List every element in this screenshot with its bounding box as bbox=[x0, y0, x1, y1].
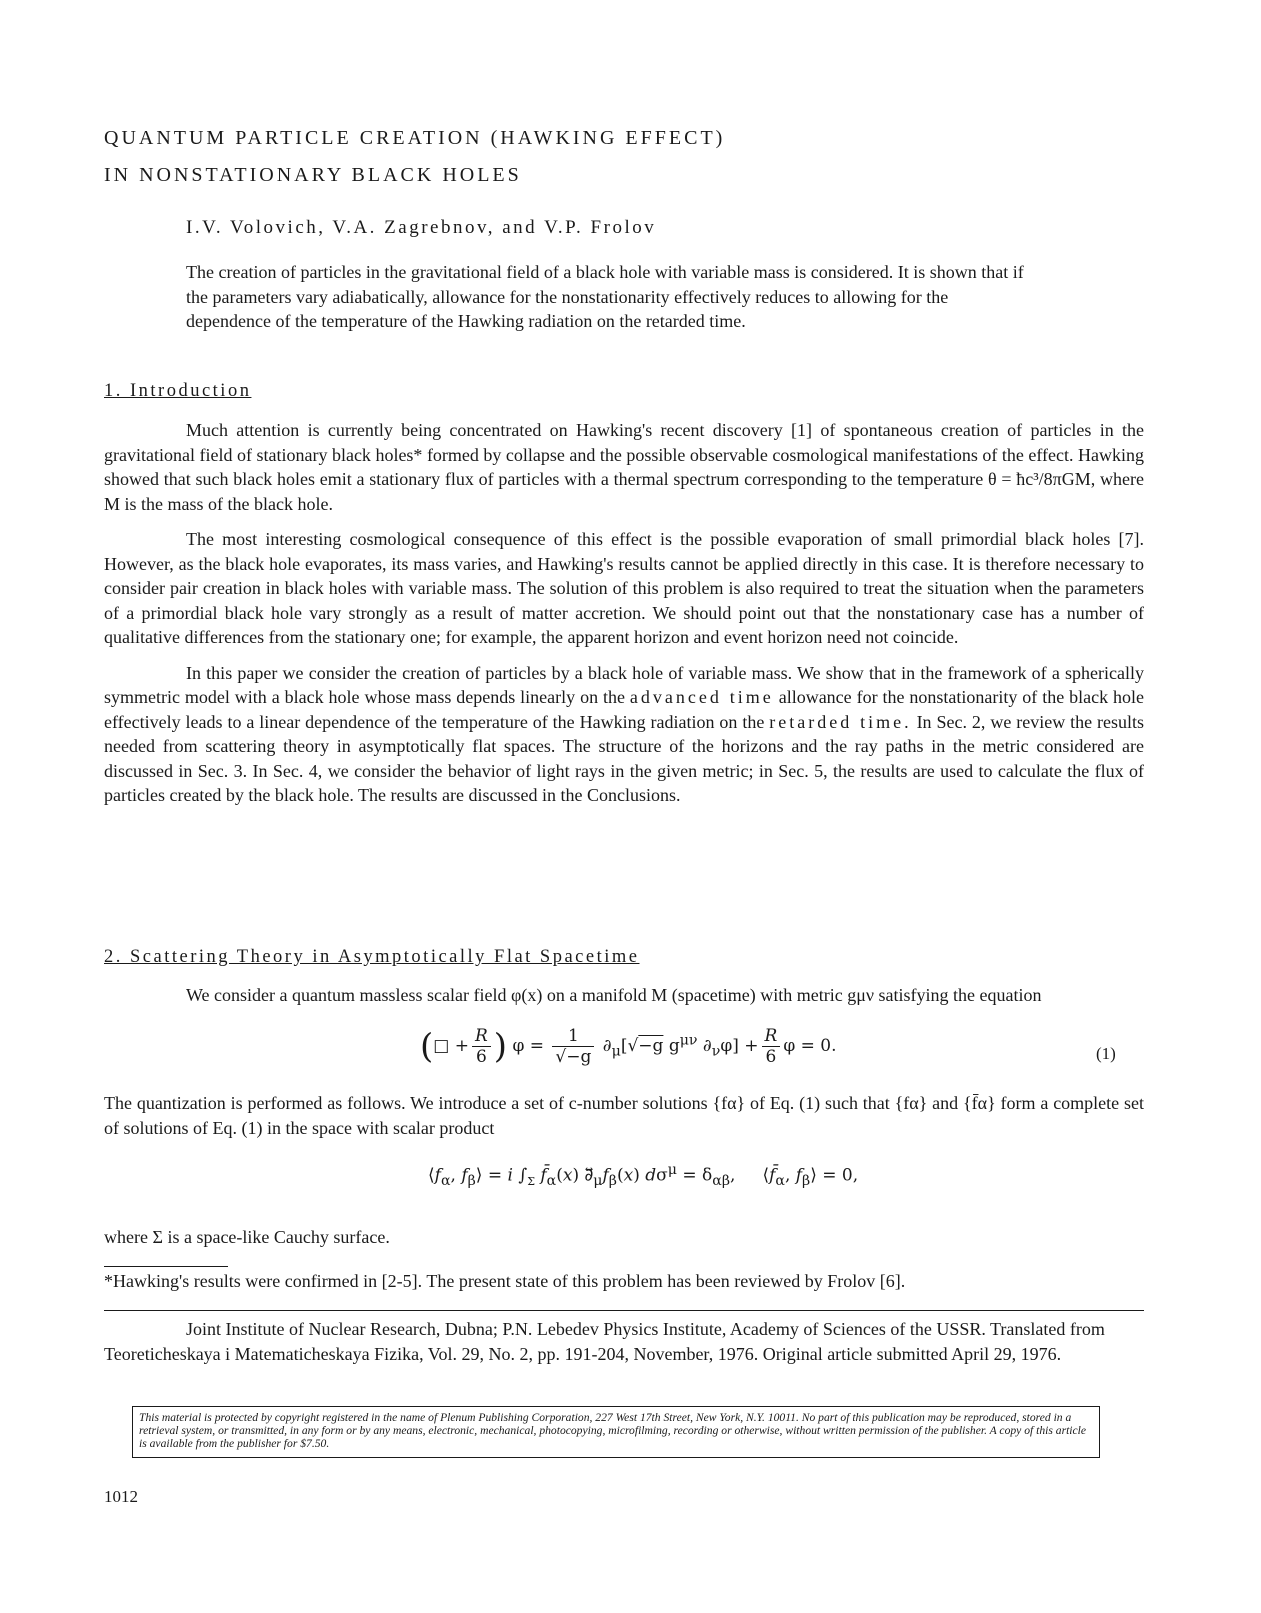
affiliation-rule bbox=[104, 1310, 1144, 1311]
title-line-1: QUANTUM PARTICLE CREATION (HAWKING EFFECT) bbox=[104, 127, 726, 149]
footnote: *Hawking's results were confirmed in [2-5]. The present state of this problem has been reviewed by Frolov [6]. bbox=[104, 1271, 906, 1291]
section-2-paragraph-3 bbox=[104, 1225, 1144, 1250]
intro-p3-part-c: In Sec. 2, we review the results needed from scattering theory in asymptotically flat spaces. The structure of the horizons and the ray paths in the metric considered are discussed in Sec. 3. In Sec. 4, we consider the behavior of light rays in the given metric; in Sec. 5, the results are used to calculate the flux of particles created by the black hole. The results are discussed in the Conclusions. bbox=[104, 711, 1145, 805]
intro-paragraph-3 bbox=[104, 661, 1144, 808]
section-1-body bbox=[104, 418, 1144, 808]
authors: I.V. Volovich, V.A. Zagrebnov, and V.P. Frolov bbox=[186, 217, 657, 238]
abstract: The creation of particles in the gravitational field of a black hole with variable mass is considered. It is shown that if the parameters vary adiabatically, allowance for the nonstationarity effectively reduces to allowing for the dependence of the temperature of the Hawking radiation on the retarded time. bbox=[186, 262, 1024, 331]
intro-p3-spaced-retarded-time: retarded time. bbox=[769, 711, 912, 732]
intro-p3-part-b: allowance for the nonstationarity of the black hole effectively leads to a linear dependence of the temperature of the Hawking radiation on the bbox=[104, 687, 1145, 732]
scattering-paragraph-2: The quantization is performed as follows. We introduce a set of c-number solutions {fα} of Eq. (1) such that {fα} and {f̄α} form a complete set of solutions of Eq. (1) in the space with scalar product bbox=[104, 1093, 1144, 1138]
section-2-paragraph-2 bbox=[104, 1091, 1144, 1140]
affiliation-text: Joint Institute of Nuclear Research, Dubna; P.N. Lebedev Physics Institute, Academy of Sciences of the USSR. Translated from Teoreticheskaya i Matematicheskaya Fizika, Vol. 29, No. 2, pp. 191-204, November, 1976. Original article submitted April 29, 1976. bbox=[104, 1319, 1105, 1364]
page-number: 1012 bbox=[104, 1487, 138, 1506]
title-line-2: IN NONSTATIONARY BLACK HOLES bbox=[104, 164, 522, 186]
affiliation bbox=[104, 1317, 1134, 1366]
footnote-rule bbox=[104, 1266, 228, 1267]
section-2-paragraph-1 bbox=[104, 983, 1144, 1008]
section-1-heading: 1. Introduction bbox=[104, 381, 252, 401]
section-2-heading: 2. Scattering Theory in Asymptotically Flat Spacetime bbox=[104, 947, 640, 967]
intro-p3-part-a: In this paper we consider the creation of particles by a black hole of variable mass. We show that in the framework of a spherically symmetric model with a black hole whose mass depends linearly on the bbox=[104, 662, 1144, 707]
scattering-paragraph-1: We consider a quantum massless scalar field φ(x) on a manifold M (spacetime) with metric gμν satisfying the equation bbox=[186, 985, 1042, 1005]
equation-scalar-product: $⟨f_\alpha$, $f_\beta⟩ = i$ $\int_\Sigma$ $f̄_\alpha(x)$ $\partial⃡_\mu f_\beta(x) d\sigma^\mu = \delta_{\alpha\beta}$, $⟨f̄_\alpha$, $f_\beta⟩ = 0$, bbox=[428, 1162, 859, 1190]
intro-p3-spaced-advanced-time: advanced time bbox=[629, 687, 774, 707]
copyright-notice: This material is protected by copyright registered in the name of Plenum Publishing Corporation, 227 West 17th Street, New York, N.Y. 10011. No part of this publication may be reproduced, stored in a retrieval system, or transmitted, in any form or by any means, electronic, mechanical, photocopying, microfilming, recording or otherwise, without written permission of the publisher. A copy of this article is available from the publisher for $7.50. bbox=[132, 1406, 1100, 1458]
intro-paragraph-1: Much attention is currently being concentrated on Hawking's recent discovery [1] of spontaneous creation of particles in the gravitational field of stationary black holes* formed by collapse and the possible observable cosmological manifestations of the effect. Hawking showed that such black holes emit a stationary flux of particles with a thermal spectrum corresponding to the temperature θ = ħc³/8πGM, where M is the mass of the black hole. bbox=[104, 420, 1144, 514]
intro-paragraph-2: The most interesting cosmological consequence of this effect is the possible evaporation of small primordial black holes [7]. However, as the black hole evaporates, its mass varies, and Hawking's results cannot be applied directly in this case. It is therefore necessary to consider pair creation in black holes with variable mass. The solution of this problem is also required to treat the situation when the parameters of a primordial black hole vary strongly as a result of matter accretion. We should point out that the nonstationary case has a number of qualitative differences from the stationary one; for example, the apparent horizon and event horizon need not coincide. bbox=[104, 529, 1144, 647]
equation-1: (□ + $\frac{R}{6}$ ) φ = $\frac{1}{√-g}$ $\partial_\mu[√-g$ $g^{\mu\nu}$ $\partial_\nu\varphi$] + $\frac{R}{6}$ φ = 0. bbox=[420, 1026, 837, 1067]
scattering-paragraph-3: where Σ is a space-like Cauchy surface. bbox=[104, 1227, 390, 1247]
equation-1-number: (1) bbox=[1096, 1044, 1116, 1063]
